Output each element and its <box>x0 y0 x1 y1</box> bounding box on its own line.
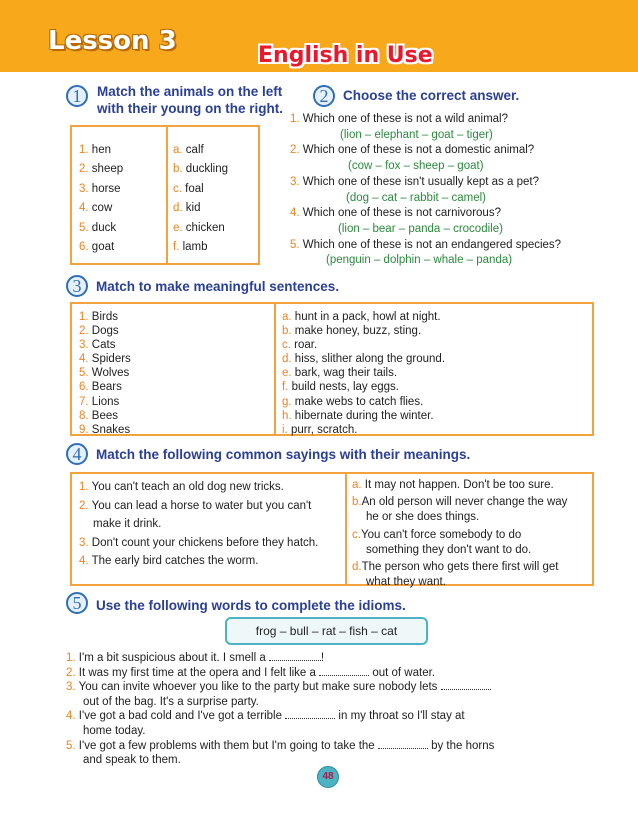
question-item: 5. Which one of these is not an endangered species? (penguin – dolphin – whale – panda) <box>290 238 562 267</box>
list-item: a. calf <box>173 144 204 156</box>
blank-field[interactable] <box>285 710 335 719</box>
blank-field[interactable] <box>441 681 491 690</box>
section-1-number: 1 <box>66 85 88 107</box>
list-item: 3. Don't count your chickens before they hatch. <box>79 536 319 549</box>
list-item: 2. You can lead a horse to water but you can't make it drink. <box>79 499 312 531</box>
list-item: 4. I've got a bad cold and I've got a terrible in my throat so I'll stay at home today. <box>66 710 465 737</box>
section-2-title: Choose the correct answer. <box>343 88 520 103</box>
list-item: b. make honey, buzz, sting. <box>282 325 422 338</box>
question-item: 1. Which one of these is not a wild animal? (lion – elephant – goat – tiger) <box>290 113 508 141</box>
list-item: i. purr, scratch. <box>282 423 358 436</box>
list-item: b.An old person will never change the way he or she does things. <box>352 496 568 524</box>
blank-field[interactable] <box>269 652 321 661</box>
list-item: 1. hen <box>79 144 111 156</box>
list-item: c. foal <box>173 182 204 195</box>
list-item: f. build nests, lay eggs. <box>282 381 399 394</box>
section-1-left-list <box>79 141 123 257</box>
page-number: 48 <box>317 766 339 788</box>
page-title: English in Use <box>258 43 433 68</box>
lesson-title: Lesson 3 <box>48 26 177 56</box>
section-1-right-list <box>173 141 228 257</box>
section-5-number: 5 <box>66 592 88 614</box>
section-4-title: Match the following common sayings with their meanings. <box>96 447 471 462</box>
section-4-box <box>70 472 594 589</box>
list-item: a. It may not happen. Don't be too sure. <box>352 479 554 491</box>
section-1-title-line2: with their young on the right. <box>97 101 283 116</box>
list-item: f. lamb <box>173 241 208 254</box>
list-item: 5. Wolves <box>79 367 130 380</box>
list-item: b. duckling <box>173 163 228 176</box>
list-item: d.The person who gets there first will get what they want. <box>352 561 559 589</box>
list-item: 2. It was my first time at the opera and I felt like a out of water. <box>66 666 435 679</box>
list-item: 6. Bears <box>79 381 122 394</box>
list-item: 2. sheep <box>79 163 124 176</box>
section-3-box <box>70 302 594 436</box>
blank-field[interactable] <box>319 667 369 676</box>
list-item: 9. Snakes <box>79 423 131 436</box>
section-3-right-list <box>282 310 445 437</box>
section-2-questions <box>290 112 630 269</box>
section-2-number: 2 <box>313 85 335 107</box>
section-4-number: 4 <box>66 443 88 465</box>
list-item: c.You can't force somebody to do something they don't want to do. <box>352 528 532 556</box>
list-item: 1. You can't teach an old dog new tricks. <box>79 481 284 493</box>
list-item: 5. duck <box>79 221 117 234</box>
list-item: 4. cow <box>79 202 113 215</box>
list-item: 2. Dogs <box>79 325 119 338</box>
list-item: g. make webs to catch flies. <box>282 395 424 408</box>
list-item: 8. Bees <box>79 409 119 422</box>
list-item: 3. Cats <box>79 339 116 352</box>
list-item: 7. Lions <box>79 395 120 408</box>
section-1-title-line1: Match the animals on the left <box>97 84 283 99</box>
section-3-number: 3 <box>66 275 88 297</box>
list-item: h. hibernate during the winter. <box>282 409 434 422</box>
list-item: e. chicken <box>173 221 225 234</box>
section-5-title: Use the following words to complete the idioms. <box>96 598 406 613</box>
section-3-title: Match to make meaningful sentences. <box>96 279 340 294</box>
list-item: 4. The early bird catches the worm. <box>79 555 259 568</box>
word-bank: frog – bull – rat – fish – cat <box>225 617 428 645</box>
list-item: a. hunt in a pack, howl at night. <box>282 311 441 323</box>
list-item: c. roar. <box>282 339 318 352</box>
section-3-left-list <box>79 310 131 437</box>
list-item: d. kid <box>173 202 201 215</box>
blank-field[interactable] <box>378 740 428 749</box>
section-1-title <box>97 83 283 117</box>
list-item: 4. Spiders <box>79 353 131 366</box>
section-1-box <box>70 125 260 265</box>
question-item: 4. Which one of these is not carnivorous? (lion – bear – panda – crocodile) <box>290 207 503 235</box>
list-item: 1. Birds <box>79 311 118 323</box>
section-4-left-list <box>79 478 318 571</box>
list-item: 5. I've got a few problems with them but I'm going to take the by the horns and speak to them. <box>66 739 495 767</box>
list-item: e. bark, wag their tails. <box>282 367 398 380</box>
section-5-sentences <box>66 651 586 768</box>
question-item: 3. Which one of these isn't usually kept as a pet? (dog – cat – rabbit – camel) <box>290 175 539 204</box>
question-item: 2. Which one of these is not a domestic animal? (cow – fox – sheep – goat) <box>290 144 535 173</box>
list-item: 1. I'm a bit suspicious about it. I smell a ! <box>66 652 325 664</box>
section-4-right-list <box>352 478 567 590</box>
list-item: 3. You can invite whoever you like to the party but make sure nobody lets out of the bag. It's a surprise party. <box>66 680 586 709</box>
list-item: d. hiss, slither along the ground. <box>282 353 446 366</box>
list-item: 6. goat <box>79 241 115 254</box>
list-item: 3. horse <box>79 182 121 195</box>
